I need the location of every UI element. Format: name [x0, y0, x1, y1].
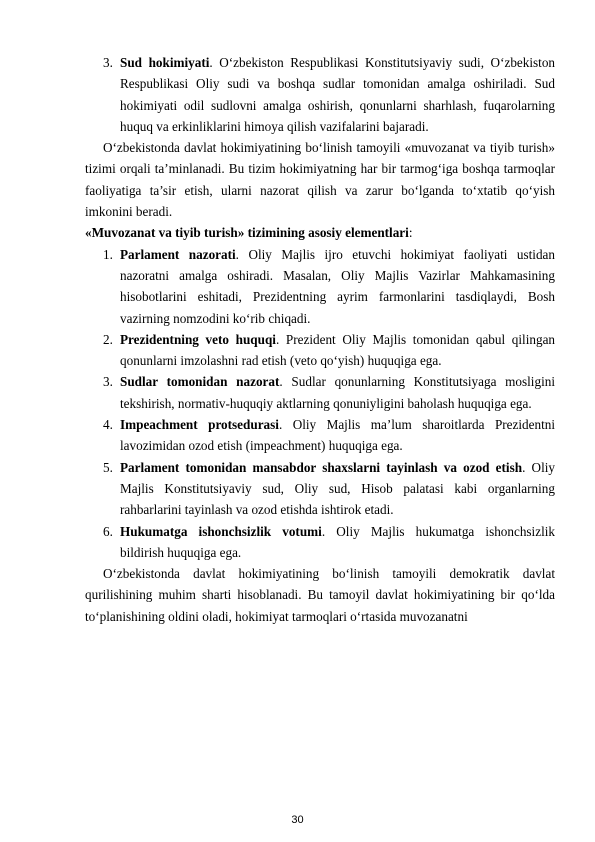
list-item: [85, 521, 555, 564]
page-content: [85, 52, 555, 627]
list-item-title: Prezidentning veto huquqi: [120, 331, 276, 347]
list-item: [85, 414, 555, 457]
list-item-text: Oliy Majlis ijro etuvchi hokimiyat faoliyati ustidan nazoratni amalga oshiradi. Masalan, Oliy Majlis Vazirlar Mahkamasining hisobotlarini eshitadi, Prezidentning ayrim farmonlarini tasdiqlaydi, Bosh vazirning nomzodini ko‘rib chiqadi.: [120, 246, 556, 326]
list-number: 1.: [103, 246, 113, 262]
title-separator: .: [275, 331, 286, 347]
list-item-title: Sud hokimiyati: [120, 55, 210, 70]
list-item-text: Oliy Majlis ma’lum sharoitlarda Prezidentni lavozimidan ozod etish (impeachment) huquqiga ega.: [120, 417, 555, 454]
list-number: 5.: [103, 459, 113, 475]
body-paragraph-1: O‘zbekistonda davlat hokimiyatining bo‘linish tamoyili «muvozanat va tiyib turish» tizimi orqali ta’minlanadi. Bu tizim hokimiyatning har bir tarmog‘iga boshqa tarmoqlar faoliyatiga ta’sir etish, ularni nazorat qilish va zarur bo‘lganda to‘xtatib qo‘yish imkonini beradi.: [85, 140, 555, 220]
page-number: 30: [291, 814, 304, 826]
list-item: [85, 329, 555, 372]
section-heading: [85, 222, 555, 243]
title-separator: .: [278, 417, 293, 433]
list-number: 3.: [103, 55, 113, 70]
title-separator: .: [209, 55, 220, 70]
list-item-title: Impeachment protsedurasi: [120, 417, 279, 433]
list-number: 4.: [103, 417, 113, 433]
list-item: [85, 244, 555, 329]
list-item: [85, 457, 555, 521]
heading-text: «Muvozanat va tiyib turish» tizimining asosiy elementlari: [85, 225, 409, 241]
list-item-title: Hukumatga ishonchsizlik votumi: [120, 523, 322, 539]
list-item-text: Sudlar qonunlarning Konstitutsiyaga mosligini tekshirish, normativ-huquqiy aktlarning qonuniyligini baholash huquqiga ega.: [120, 374, 555, 411]
list-item-text: Oliy Majlis Konstitutsiyaviy sud, Oliy sud, Hisob palatasi kabi organlarning rahbarlarini tayinlash va ozod etishda ishtirok etadi.: [120, 459, 555, 518]
list-number: 3.: [103, 374, 113, 390]
list-number: 2.: [103, 331, 113, 347]
title-separator: .: [321, 523, 337, 539]
title-separator: .: [522, 459, 532, 475]
list-item-title: Sudlar tomonidan nazorat: [120, 374, 280, 390]
list-item-court-power: [85, 52, 555, 137]
heading-suffix: :: [408, 225, 413, 241]
list-item-text: Oliy Majlis hukumatga ishonchsizlik bildirish huquqiga ega.: [120, 523, 555, 560]
list-number: 6.: [103, 523, 113, 539]
title-separator: .: [235, 246, 249, 262]
list-item-title: Parlament tomonidan mansabdor shaxslarni tayinlash va ozod etish: [120, 459, 523, 475]
list-item: [85, 371, 555, 414]
title-separator: .: [279, 374, 292, 390]
list-item-text: Prezident Oliy Majlis tomonidan qabul qilingan qonunlarni imzolashni rad etish (veto qo‘yish) huquqiga ega.: [120, 331, 556, 369]
body-paragraph-2: O‘zbekistonda davlat hokimiyatining bo‘linish tamoyili demokratik davlat qurilishining muhim sharti hisoblanadi. Bu tamoyil davlat hokimiyatining bir qo‘lda to‘planishining oldini oladi, hokimiyat tarmoqlari o‘rtasida muvozanatni: [85, 566, 555, 624]
list-item-title: Parlament nazorati: [120, 246, 236, 262]
list-item-text: O‘zbekiston Respublikasi Konstitutsiyaviy sudi, O‘zbekiston Respublikasi Oliy sudi va boshqa sudlar tomonidan amalga oshiriladi. Sud hokimiyati odil sudlovni amalga oshirish, qonunlarni sharhlash, fuqarolarning huquq va erkinliklarini himoya qilish vazifalarini bajaradi.: [120, 55, 556, 134]
